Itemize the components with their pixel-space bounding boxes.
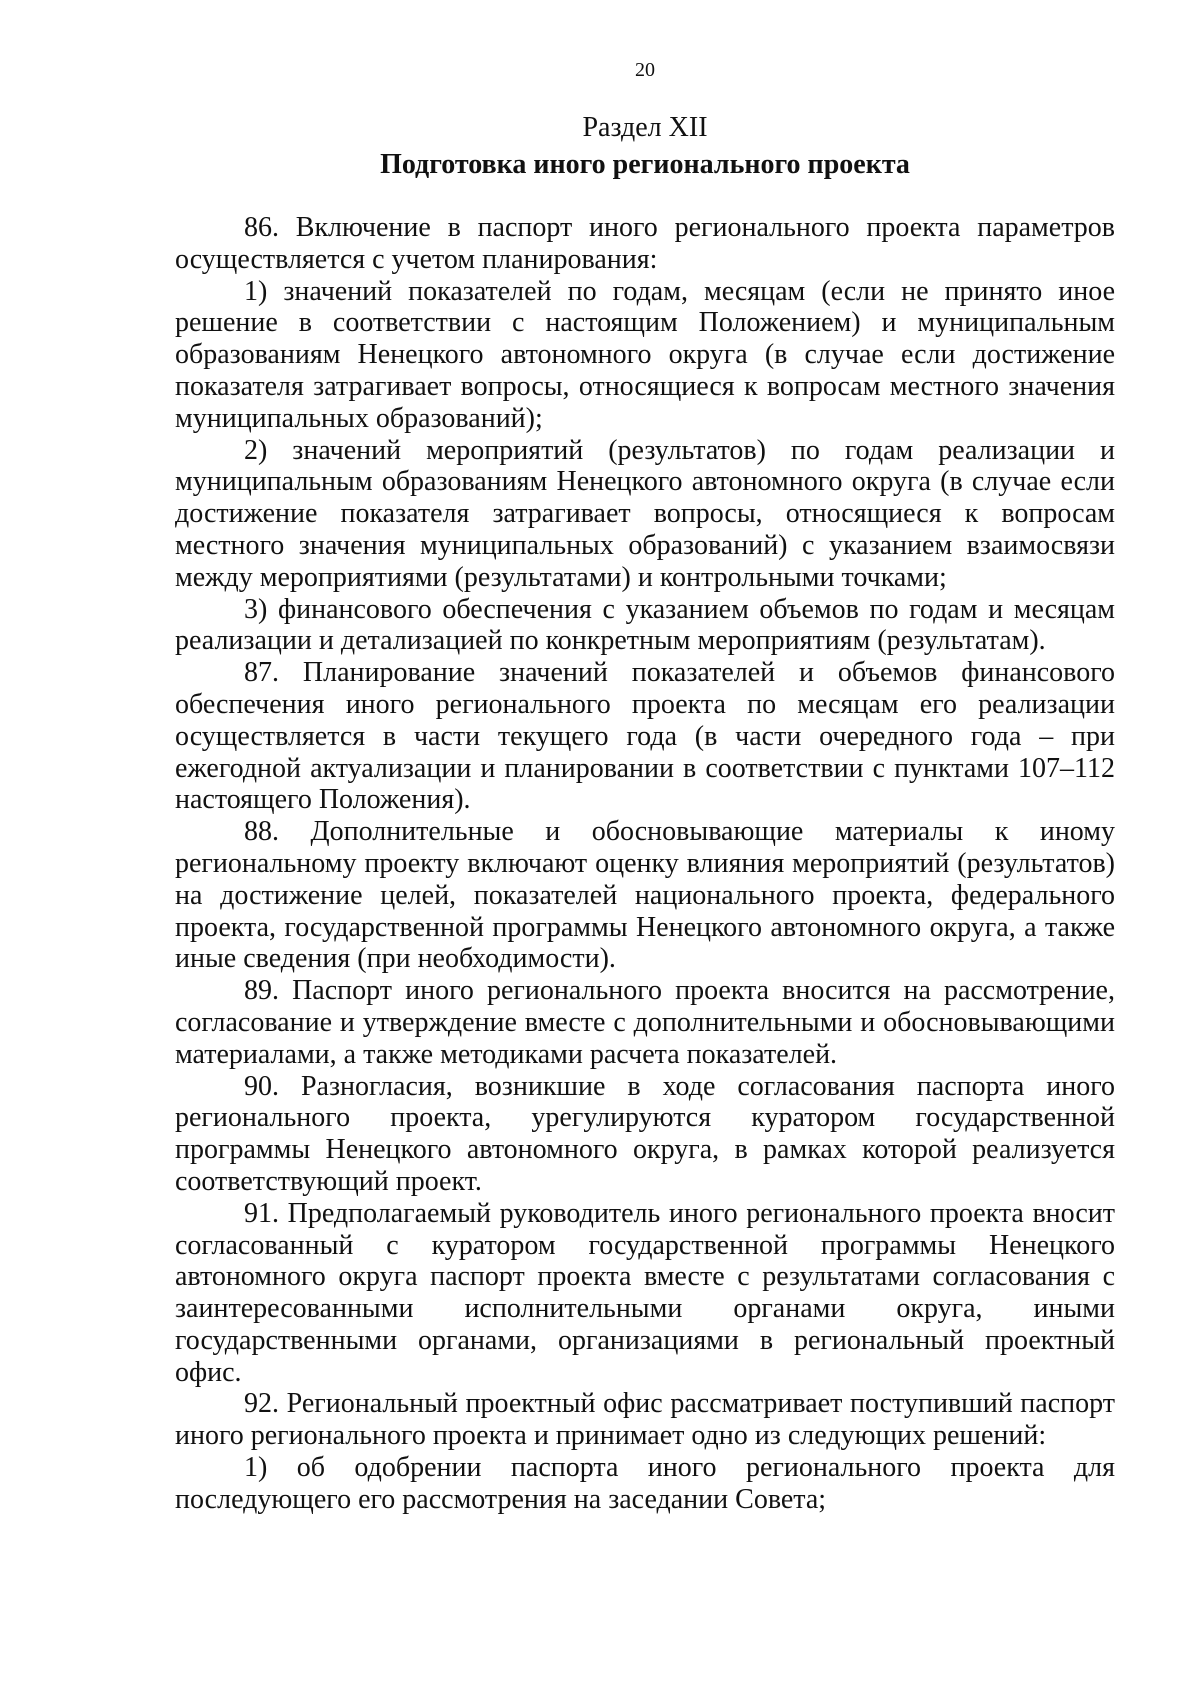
paragraph-86-item-1: 1) значений показателей по годам, месяцам (если не принято иное решение в соответствии с настоящим Положением) и муниципальным образованиям Ненецкого автономного округа (в случае если достижение показателя затрагивает вопросы, относящиеся к вопросам местного значения муниципальных образований); — [175, 275, 1115, 434]
paragraph-89: 89. Паспорт иного регионального проекта вносится на рассмотрение, согласование и утверждение вместе с дополнительными и обосновывающими материалами, а также методиками расчета показателей. — [175, 975, 1115, 1070]
paragraph-86: 86. Включение в паспорт иного регионального проекта параметров осуществляется с учетом планирования: — [175, 212, 1115, 275]
document-body — [175, 212, 1115, 1516]
page-number: 20 — [635, 59, 655, 81]
section-subtitle: Подготовка иного регионального проекта — [380, 149, 910, 180]
paragraph-86-item-2: 2) значений мероприятий (результатов) по годам реализации и муниципальным образованиям Ненецкого автономного округа (в случае если достижение показателя затрагивает вопросы, относящиеся к вопросам местного значения муниципальных образований) с указанием взаимосвязи между мероприятиями (результатами) и контрольными точками; — [175, 434, 1115, 593]
paragraph-88: 88. Дополнительные и обосновывающие материалы к иному региональному проекту включают оценку влияния мероприятий (результатов) на достижение целей, показателей национального проекта, федерального проекта, государственной программы Ненецкого автономного округа, а также иные сведения (при необходимости). — [175, 816, 1115, 975]
paragraph-87: 87. Планирование значений показателей и объемов финансового обеспечения иного регионального проекта по месяцам его реализации осуществляется в части текущего года (в части очередного года – при ежегодной актуализации и планировании в соответствии с пунктами 107–112 настоящего Положения). — [175, 657, 1115, 816]
paragraph-86-item-3: 3) финансового обеспечения с указанием объемов по годам и месяцам реализации и детализацией по конкретным мероприятиям (результатам). — [175, 593, 1115, 657]
paragraph-91: 91. Предполагаемый руководитель иного регионального проекта вносит согласованный с куратором государственной программы Ненецкого автономного округа паспорт проекта вместе с результатами согласования с заинтересованными исполнительными органами округа, иными государственными органами, организациями в региональный проектный офис. — [175, 1197, 1115, 1388]
section-title: Раздел XII — [582, 112, 708, 143]
paragraph-92-item-1: 1) об одобрении паспорта иного регионального проекта для последующего его рассмотрения на заседании Совета; — [175, 1452, 1115, 1515]
paragraph-92: 92. Региональный проектный офис рассматривает поступивший паспорт иного регионального проекта и принимает одно из следующих решений: — [175, 1388, 1115, 1452]
paragraph-90: 90. Разногласия, возникшие в ходе согласования паспорта иного регионального проекта, урегулируются куратором государственной программы Ненецкого автономного округа, в рамках которой реализуется соответствующий проект. — [175, 1070, 1115, 1197]
